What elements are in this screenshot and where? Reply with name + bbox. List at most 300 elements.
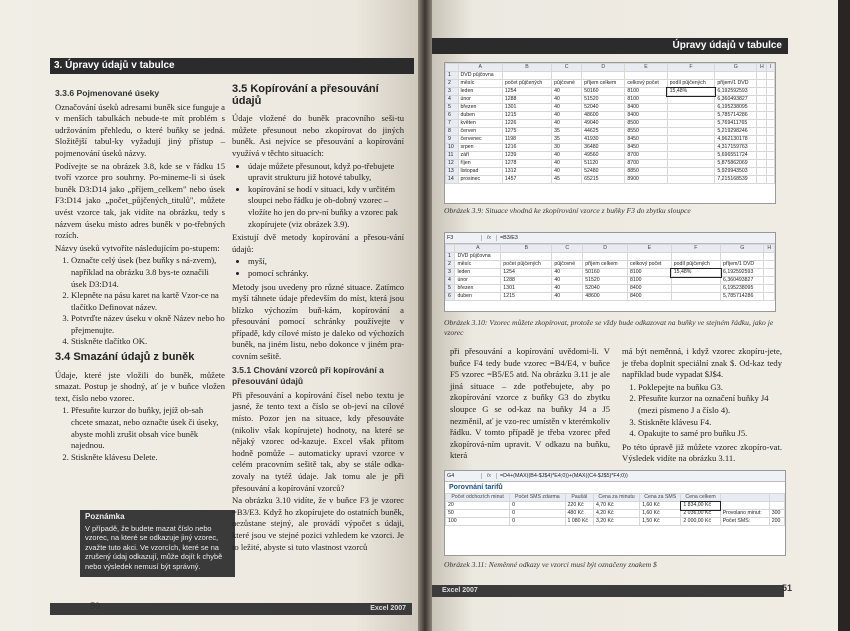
table-row — [446, 152, 775, 160]
cell[interactable] — [767, 176, 775, 184]
cell[interactable]: 300 — [769, 510, 784, 518]
paragraph: Na obrázku 3.10 vidíte, že v buňce F3 je vzorec =B3/E3. Když ho zkopírujete do ostatních buněk, nezůstane stejný, ale provádí výpočet s údaji, které jsou ve stejné pozici vzhledem ke vzorci. Je to ležité, abyste si tuto vlastnost vzorců — [232, 495, 404, 552]
spreadsheet-figure-3-11 — [444, 470, 786, 556]
column-header[interactable]: F — [671, 245, 720, 253]
row-header[interactable]: 6 — [446, 293, 455, 301]
column-header[interactable]: B — [501, 245, 552, 253]
cell[interactable] — [552, 72, 582, 80]
cell[interactable]: 1 834,00 Kč — [681, 502, 720, 510]
cell[interactable]: 6,192592593 — [721, 269, 764, 277]
cell[interactable] — [625, 72, 667, 80]
cell[interactable] — [764, 261, 775, 269]
row-header[interactable]: 10 — [446, 144, 459, 152]
cell[interactable]: 4,20 Kč — [593, 510, 639, 518]
row-header[interactable]: 5 — [446, 104, 459, 112]
list-item: • údaje můžete přesunout, když po-třebujete upravit strukturu již hotové tabulky, — [248, 161, 404, 184]
sheet-table — [445, 244, 775, 301]
cell[interactable]: 8500 — [625, 120, 667, 128]
cell[interactable] — [583, 253, 628, 261]
cell[interactable]: 1278 — [502, 160, 551, 168]
cell[interactable] — [757, 80, 767, 88]
column-header[interactable]: H — [764, 245, 775, 253]
cell[interactable]: 8100 — [625, 96, 667, 104]
name-box[interactable]: F3 — [445, 235, 482, 241]
cell[interactable]: červen — [458, 128, 502, 136]
figure-caption: Obrázek 3.9: Situace vhodná ke zkopírování vzorce z buňky F3 do zbytku sloupce — [444, 206, 691, 215]
table-row — [446, 285, 775, 293]
column-header[interactable]: I — [767, 64, 775, 72]
cell[interactable]: listopad — [458, 168, 502, 176]
cell[interactable]: 6,195238095 — [715, 104, 757, 112]
cell[interactable]: 65215 — [582, 176, 625, 184]
cell[interactable] — [501, 253, 552, 261]
cell[interactable]: příjem celkem — [583, 261, 628, 269]
column-header[interactable]: A — [455, 245, 501, 253]
cell[interactable] — [757, 96, 767, 104]
cell[interactable]: 49040 — [582, 120, 625, 128]
cell[interactable] — [671, 277, 720, 285]
table-row — [446, 128, 775, 136]
cell[interactable]: 8450 — [625, 144, 667, 152]
list-item: • myší, — [248, 256, 404, 268]
column-header[interactable]: C — [552, 245, 583, 253]
cell[interactable]: 40 — [552, 88, 582, 96]
cell[interactable] — [764, 277, 775, 285]
cell[interactable]: leden — [458, 88, 502, 96]
row-header[interactable]: 6 — [446, 112, 459, 120]
cell[interactable]: 40 — [552, 168, 582, 176]
cell[interactable] — [757, 104, 767, 112]
cell[interactable]: 1275 — [502, 128, 551, 136]
cell[interactable]: 7,215168539 — [715, 176, 757, 184]
cell[interactable] — [667, 152, 715, 160]
cell[interactable] — [502, 72, 551, 80]
cell[interactable]: 15,48% — [671, 269, 720, 277]
cell[interactable]: 44625 — [582, 128, 625, 136]
column-header[interactable]: G — [721, 245, 764, 253]
column-header[interactable]: B — [502, 64, 551, 72]
cell[interactable]: 40 — [552, 269, 583, 277]
cell[interactable]: 1301 — [501, 285, 552, 293]
cell[interactable] — [767, 168, 775, 176]
cell[interactable]: 5,696551724 — [715, 152, 757, 160]
cell[interactable]: DVD půjčovna — [455, 253, 501, 261]
cell[interactable] — [667, 72, 715, 80]
paragraph: Při přesouvání a kopírování čísel nebo textu je jasné, že tento text a číslo se ob-jeví na cílové místo. Pozor jen na situace, kdy přesouváte (nikoliv však kopírujete) hodnoty, na které se nějaký vzorec od-kazuje. Excel však přitom hodně pomůže – automaticky upraví vzorce v celém pracovním sešitě tak, aby se stále odka-zovaly na tytéž údaje. Jak tomu ale je při přesouvání a kopírování vzorců? — [232, 389, 404, 493]
cell[interactable]: 1215 — [502, 112, 551, 120]
page-number: 51 — [782, 583, 793, 593]
cell[interactable] — [757, 152, 767, 160]
column-header[interactable]: G — [715, 64, 757, 72]
cell[interactable]: 20 — [446, 502, 510, 510]
cell[interactable]: 40 — [552, 112, 582, 120]
cell[interactable] — [767, 88, 775, 96]
cell[interactable]: podíl půjčených — [667, 80, 715, 88]
table-row — [446, 518, 785, 526]
cell[interactable]: 48600 — [582, 112, 625, 120]
cell[interactable]: 4,962130178 — [715, 136, 757, 144]
cell[interactable]: 40 — [552, 120, 582, 128]
table-row — [446, 136, 775, 144]
column-header[interactable]: C — [552, 64, 582, 72]
row-header[interactable]: 4 — [446, 277, 455, 285]
paragraph: Podívejte se na obrázek 3.8, kde se v řádku 15 tvoří vzorce pro souhrny. Po-mineme-li si úsek buněk D3:D14 jako „příjem_celkem" nebo úsek F3:D14 jako „počet_půjčených_titulů", můžete uvést vzorce tak, jak vidíte na obrázku, tedy s názvem úseku místo adres buněk v po-třebných rozích. — [55, 160, 225, 241]
cell[interactable] — [721, 253, 764, 261]
table-header-cell — [720, 494, 769, 502]
cell[interactable]: měsíc — [458, 80, 502, 88]
table-header-cell: Cena za SMS — [640, 494, 681, 502]
cell[interactable] — [667, 128, 715, 136]
cell[interactable] — [757, 88, 767, 96]
cell[interactable]: 52040 — [583, 285, 628, 293]
cell[interactable] — [757, 120, 767, 128]
cell[interactable]: příjem/1 DVD — [715, 80, 757, 88]
cell[interactable]: 1,50 Kč — [640, 518, 681, 526]
row-header[interactable]: 2 — [446, 261, 455, 269]
cell[interactable]: 50160 — [582, 88, 625, 96]
cell[interactable] — [667, 104, 715, 112]
table-row — [446, 269, 775, 277]
table-row — [446, 72, 775, 80]
cell[interactable]: 6,360493827 — [721, 277, 764, 285]
column-header[interactable] — [446, 245, 455, 253]
cell[interactable]: 5,785714286 — [715, 112, 757, 120]
list-item: 1. Přesuňte kurzor do buňky, jejíž ob-sah chcete smazat, nebo označte úsek či úseky, abyste mohli zrušit obsah více buněk najednou. — [71, 405, 225, 451]
cell[interactable]: duben — [455, 293, 501, 301]
cell[interactable] — [757, 72, 767, 80]
row-header[interactable]: 1 — [446, 253, 455, 261]
cell[interactable]: 1198 — [502, 136, 551, 144]
cell[interactable]: 52040 — [582, 104, 625, 112]
cell[interactable]: 8450 — [625, 136, 667, 144]
list-item: 2. Přesuňte kurzor na označení buňky J4 (mezi písmeno J a číslo 4). — [638, 393, 782, 416]
row-header[interactable]: 13 — [446, 168, 459, 176]
list-item: 3. Stiskněte klávesu F4. — [638, 417, 782, 429]
cell[interactable]: 8700 — [625, 152, 667, 160]
table-row — [446, 104, 775, 112]
list-item: 4. Opakujte to samé pro buňku J5. — [638, 428, 782, 440]
row-header[interactable]: 14 — [446, 176, 459, 184]
cell[interactable] — [764, 285, 775, 293]
cell[interactable]: 52480 — [582, 168, 625, 176]
cell[interactable]: 40 — [552, 285, 583, 293]
cell[interactable]: 2 000,00 Kč — [681, 518, 720, 526]
cell[interactable]: 8400 — [625, 104, 667, 112]
paragraph: Názvy úseků vytvoříte následujícím po-stupem: — [55, 242, 220, 253]
cell[interactable]: 8850 — [625, 168, 667, 176]
cell[interactable]: 8550 — [625, 128, 667, 136]
paragraph: Údaje, které jste vložili do buněk, můžete smazat. Postup je shodný, ať je v buňce vložen text, číslo nebo vzorec. — [55, 369, 225, 403]
cell[interactable]: 5,875862069 — [715, 160, 757, 168]
cell[interactable]: 51520 — [583, 277, 628, 285]
cell[interactable]: 0 — [510, 518, 565, 526]
cell[interactable]: srpen — [458, 144, 502, 152]
right-page — [432, 0, 838, 631]
cell[interactable] — [671, 253, 720, 261]
cell[interactable]: 4,70 Kč — [593, 502, 639, 510]
cell[interactable]: 1254 — [501, 269, 552, 277]
table-row — [446, 261, 775, 269]
cell[interactable]: 2 036,00 Kč — [681, 510, 720, 518]
cell[interactable]: březen — [455, 285, 501, 293]
name-box[interactable]: G4 — [445, 473, 482, 479]
cell[interactable]: příjem/1 DVD — [721, 261, 764, 269]
figure-caption: Obrázek 3.10: Vzorec můžete zkopírovat, protože se vždy bude odkazovat na buňky ve stejném řádku, jako je vzorec — [444, 318, 774, 337]
row-header[interactable]: 1 — [446, 72, 459, 80]
cell[interactable]: Provolano minut: — [720, 510, 769, 518]
cell[interactable] — [715, 72, 757, 80]
cell[interactable]: 100 — [446, 518, 510, 526]
cell[interactable]: 40 — [552, 104, 582, 112]
cell[interactable]: 41930 — [582, 136, 625, 144]
cell[interactable] — [671, 293, 720, 301]
cell[interactable]: červenec — [458, 136, 502, 144]
fx-icon: fx — [482, 473, 497, 479]
column-header[interactable]: F — [667, 64, 715, 72]
cell[interactable]: květen — [458, 120, 502, 128]
paragraph: má být neměnná, i když vzorec zkopíru-jete, je třeba doplnit speciální znak $. Od-kaz tedy například bude vypadat $J$4. — [622, 346, 782, 380]
cell[interactable]: 1215 — [501, 293, 552, 301]
row-header[interactable]: 3 — [446, 269, 455, 277]
column-header[interactable]: D — [582, 64, 625, 72]
cell[interactable]: 51120 — [582, 160, 625, 168]
column-header[interactable] — [446, 64, 459, 72]
cell[interactable] — [767, 152, 775, 160]
list-item: 2. Stiskněte klávesu Delete. — [71, 452, 225, 464]
cell[interactable]: 1 080 Kč — [565, 518, 593, 526]
cell[interactable] — [767, 120, 775, 128]
cell[interactable]: 40 — [552, 160, 582, 168]
row-header[interactable]: 11 — [446, 152, 459, 160]
section-3-5-title: 3.5 Kopírování a přesouvání údajů — [232, 83, 379, 107]
cell[interactable]: počet půjčených — [502, 80, 551, 88]
column-header[interactable]: E — [628, 245, 672, 253]
cell[interactable]: březen — [458, 104, 502, 112]
cell[interactable]: půjčovné — [552, 80, 582, 88]
cell[interactable] — [764, 253, 775, 261]
column-header[interactable]: D — [583, 245, 628, 253]
cell[interactable] — [757, 128, 767, 136]
list-item: 1. Označte celý úsek (bez buňky s ná-zvem), například na obrázku 3.8 bys-te označili úsek D3:D14. — [71, 255, 225, 290]
cell[interactable] — [767, 80, 775, 88]
cell[interactable]: 220 Kč — [565, 502, 593, 510]
cell[interactable] — [767, 104, 775, 112]
cell[interactable]: prosinec — [458, 176, 502, 184]
cell[interactable]: 1301 — [502, 104, 551, 112]
cell[interactable]: 0 — [510, 510, 565, 518]
steps-list — [55, 255, 225, 348]
column-header[interactable]: E — [625, 64, 667, 72]
table-row — [446, 88, 775, 96]
cell[interactable]: únor — [458, 96, 502, 104]
cell[interactable]: 5,769411765 — [715, 120, 757, 128]
cell[interactable] — [667, 168, 715, 176]
cell[interactable]: 8100 — [625, 88, 667, 96]
cell[interactable]: duben — [458, 112, 502, 120]
cell[interactable]: 4,317159763 — [715, 144, 757, 152]
cell[interactable] — [720, 502, 769, 510]
right-column-1 — [450, 346, 610, 463]
cell[interactable]: 1312 — [502, 168, 551, 176]
cell[interactable]: 1,60 Kč — [640, 502, 681, 510]
cell[interactable]: 40 — [552, 293, 583, 301]
row-header[interactable]: 2 — [446, 80, 459, 88]
cell[interactable]: 8400 — [625, 112, 667, 120]
cell[interactable] — [667, 136, 715, 144]
cell[interactable] — [767, 144, 775, 152]
note-text: V případě, že budete mazat číslo nebo vzorec, na které se odkazuje jiný vzorec, zvažte tuto akci. Ve vzorcích, které se na zrušený údaj odkazují, může dojít k chybě nebo výsledek nemusí být správný. — [85, 523, 223, 571]
row-header[interactable]: 9 — [446, 136, 459, 144]
formula-bar — [445, 233, 775, 244]
cell[interactable]: 5,929943503 — [715, 168, 757, 176]
formula-bar — [445, 471, 785, 482]
cell[interactable] — [582, 72, 625, 80]
cell[interactable]: 40 — [552, 277, 583, 285]
cell[interactable] — [757, 144, 767, 152]
cell[interactable] — [767, 112, 775, 120]
cell[interactable]: 35 — [552, 128, 582, 136]
cell[interactable] — [667, 120, 715, 128]
list-item: • pomocí schránky. — [248, 268, 404, 280]
cell[interactable]: 1288 — [501, 277, 552, 285]
cell[interactable] — [767, 96, 775, 104]
cell[interactable]: 8900 — [625, 176, 667, 184]
row-header[interactable]: 12 — [446, 160, 459, 168]
cell[interactable] — [757, 112, 767, 120]
cell[interactable] — [767, 72, 775, 80]
cell[interactable]: 5,219298246 — [715, 128, 757, 136]
cell[interactable] — [764, 269, 775, 277]
list-item: 1. Poklepejte na buňku G3. — [638, 382, 782, 394]
cell[interactable]: 6,360493827 — [715, 96, 757, 104]
cell[interactable] — [757, 176, 767, 184]
cell[interactable] — [628, 253, 672, 261]
cell[interactable]: celkový počet — [628, 261, 672, 269]
cell[interactable]: 8100 — [628, 277, 672, 285]
left-column-1 — [55, 86, 225, 465]
cell[interactable]: 6,192592593 — [715, 88, 757, 96]
formula-field[interactable]: =D4+(MAX((B4-$J$4)*E4;0))+(MAX((C4-$J$5)*F4;0)) — [500, 473, 628, 479]
section-3-4-title: 3.4 Smazání údajů z buněk — [55, 351, 195, 364]
formula-field[interactable]: =B3/E3 — [500, 235, 518, 241]
cell[interactable] — [764, 293, 775, 301]
table-row — [446, 80, 775, 88]
cell[interactable]: 45 — [552, 176, 582, 184]
cell[interactable]: únor — [455, 277, 501, 285]
cell[interactable] — [767, 136, 775, 144]
cell[interactable]: Počet SMS: — [720, 518, 769, 526]
cell[interactable] — [757, 136, 767, 144]
cell[interactable]: říjen — [458, 160, 502, 168]
cell[interactable]: 0 — [510, 502, 565, 510]
cell[interactable] — [757, 160, 767, 168]
cell[interactable]: půjčovné — [552, 261, 583, 269]
cell[interactable]: 40 — [552, 152, 582, 160]
row-header[interactable]: 5 — [446, 285, 455, 293]
cell[interactable]: 48600 — [583, 293, 628, 301]
cell[interactable]: 40 — [552, 96, 582, 104]
cell[interactable]: 1254 — [502, 88, 551, 96]
cell[interactable]: 36480 — [582, 144, 625, 152]
cell[interactable]: 1239 — [502, 152, 551, 160]
cell[interactable]: 1226 — [502, 120, 551, 128]
cell[interactable]: 50160 — [583, 269, 628, 277]
cell[interactable]: 1216 — [502, 144, 551, 152]
cell[interactable]: podíl půjčených — [671, 261, 720, 269]
cell[interactable]: 8400 — [628, 285, 672, 293]
cell[interactable] — [667, 160, 715, 168]
row-header[interactable]: 4 — [446, 96, 459, 104]
cell[interactable]: 51520 — [582, 96, 625, 104]
table-row — [446, 253, 775, 261]
cell[interactable] — [667, 144, 715, 152]
cell[interactable]: 8100 — [628, 269, 672, 277]
cell[interactable]: počet půjčených — [501, 261, 552, 269]
steps-list — [55, 405, 225, 463]
cell[interactable] — [552, 253, 583, 261]
row-header[interactable]: 8 — [446, 128, 459, 136]
cell[interactable] — [767, 128, 775, 136]
cell[interactable] — [757, 168, 767, 176]
figure-caption: Obrázek 3.11: Neměnné odkazy ve vzorci musí být označeny znakem $ — [444, 560, 657, 569]
cell[interactable]: 49560 — [582, 152, 625, 160]
cell[interactable] — [671, 285, 720, 293]
table-header-cell — [769, 494, 784, 502]
cell[interactable]: 30 — [552, 144, 582, 152]
column-header-row — [446, 64, 775, 72]
cell[interactable]: 6,195238095 — [721, 285, 764, 293]
sheet-table — [445, 493, 785, 526]
cell[interactable] — [667, 112, 715, 120]
column-header[interactable]: A — [458, 64, 502, 72]
table-header-row — [446, 494, 785, 502]
column-header[interactable]: H — [757, 64, 767, 72]
cell[interactable]: 3,20 Kč — [593, 518, 639, 526]
cell[interactable]: 480 Kč — [565, 510, 593, 518]
table-header-cell: Cena celkem — [681, 494, 720, 502]
row-header[interactable]: 7 — [446, 120, 459, 128]
cell[interactable]: 35 — [552, 136, 582, 144]
cell[interactable]: 50 — [446, 510, 510, 518]
cell[interactable]: celkový počet — [625, 80, 667, 88]
cell[interactable]: 1288 — [502, 96, 551, 104]
cell[interactable]: leden — [455, 269, 501, 277]
cell[interactable]: 5,785714286 — [721, 293, 764, 301]
cell[interactable]: měsíc — [455, 261, 501, 269]
right-chapter-header: Úpravy údajů v tabulce — [432, 38, 788, 54]
cell[interactable] — [667, 176, 715, 184]
cell[interactable]: 1457 — [502, 176, 551, 184]
cell[interactable] — [667, 96, 715, 104]
book-gutter — [418, 0, 432, 631]
cell[interactable] — [767, 160, 775, 168]
cell[interactable]: 15,48% — [667, 88, 715, 96]
cell[interactable]: 200 — [769, 518, 784, 526]
table-row — [446, 144, 775, 152]
cell[interactable] — [769, 502, 784, 510]
list-item: 2. Klepněte na pásu karet na kartě Vzor-ce na tlačítko Definovat název. — [71, 290, 225, 313]
cell[interactable]: září — [458, 152, 502, 160]
bullet-list — [232, 256, 404, 279]
note-title: Poznámka — [85, 512, 125, 521]
cell[interactable]: příjem celkem — [582, 80, 625, 88]
cell[interactable]: DVD půjčovna — [458, 72, 502, 80]
cell[interactable]: 8400 — [628, 293, 672, 301]
cell[interactable]: 8700 — [625, 160, 667, 168]
row-header[interactable]: 3 — [446, 88, 459, 96]
cell[interactable]: 1,60 Kč — [640, 510, 681, 518]
section-3-3-6-title: 3.3.6 Pojmenované úseky — [55, 88, 160, 98]
